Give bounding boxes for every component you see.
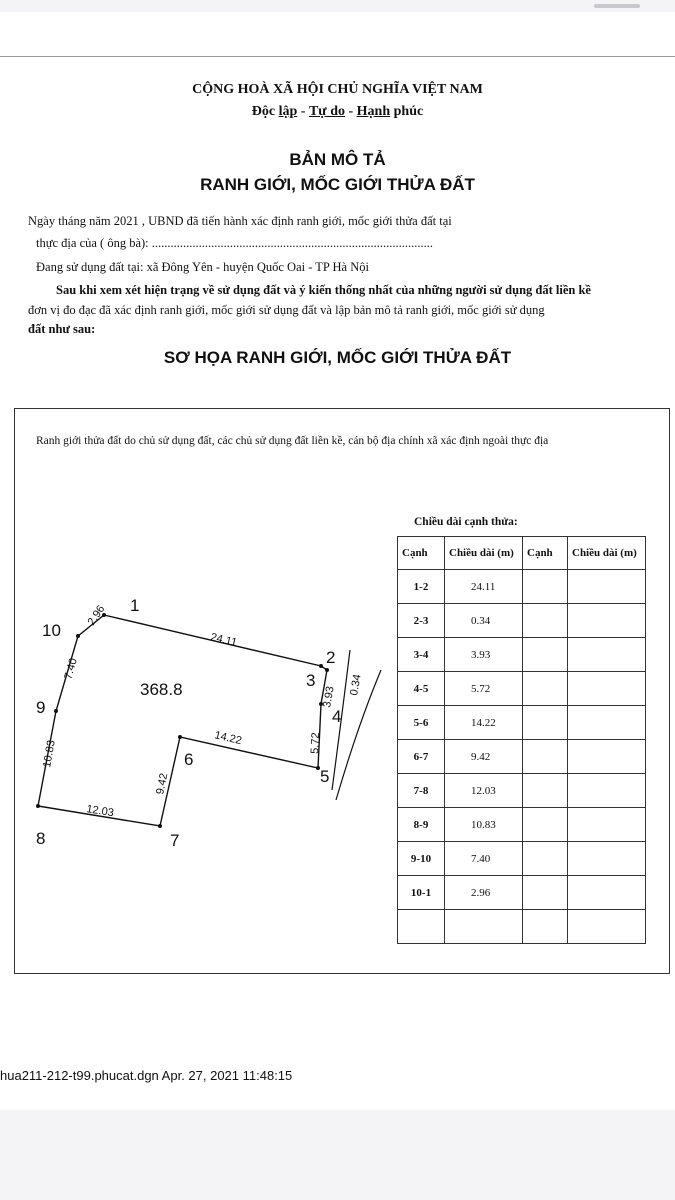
edge-id: 7-8 [398, 774, 445, 808]
point-label: 5 [320, 767, 330, 786]
edge-id: 5-6 [398, 706, 445, 740]
empty-cell [523, 638, 568, 672]
motto-part-underlined: Hạnh [356, 104, 391, 119]
table-row [398, 842, 646, 876]
empty-cell [523, 842, 568, 876]
edge-id: 9-10 [398, 842, 445, 876]
edge-length-value: 5.72 [445, 672, 523, 706]
edge-length-value: 9.42 [445, 740, 523, 774]
edge-id: 10-1 [398, 876, 445, 910]
national-title: CỘNG HOÀ XÃ HỘI CHỦ NGHĨA VIỆT NAM [192, 82, 483, 97]
vertex-marker [178, 735, 182, 739]
empty-cell [523, 740, 568, 774]
edge-length: 24.11 [209, 631, 239, 649]
empty-cell [568, 638, 646, 672]
empty-cell [568, 706, 646, 740]
table-row [398, 706, 646, 740]
edge-length: 2.96 [85, 603, 108, 628]
body-line-end: đất như sau: [28, 322, 96, 336]
empty-cell [568, 808, 646, 842]
sketch-title: SƠ HỌA RANH GIỚI, MỐC GIỚI THỬA ĐẤT [163, 348, 512, 367]
edge-length-value: 7.40 [445, 842, 523, 876]
vertex-marker [54, 709, 58, 713]
body-line-unit: đơn vị đo đạc đã xác định ranh giới, mốc giới sử dụng đất và lập bản mô tả ranh giới, mốc giới sử dụng [28, 303, 545, 317]
table-header-row [398, 537, 646, 570]
empty-cell [568, 604, 646, 638]
motto-part: - [345, 104, 357, 119]
vertex-marker [319, 664, 323, 668]
edge-id: 2-3 [398, 604, 445, 638]
body-line-date: Ngày tháng năm 2021 , UBND đã tiến hành xác định ranh giới, mốc giới thửa đất tại [28, 214, 452, 228]
point-label: 3 [306, 671, 316, 690]
edge-id: 8-9 [398, 808, 445, 842]
table-header: Chiều dài (m) [445, 537, 523, 570]
point-label: 6 [184, 750, 194, 769]
empty-cell [568, 774, 646, 808]
empty-cell [523, 570, 568, 604]
point-label: 1 [130, 596, 140, 615]
edge-length-value: 12.03 [445, 774, 523, 808]
file-stamp: hua211-212-t99.phucat.dgn Apr. 27, 2021 11:48:15 [0, 1068, 293, 1083]
edge-length-value: 3.93 [445, 638, 523, 672]
parcel-area: 368.8 [140, 680, 183, 699]
empty-cell [568, 842, 646, 876]
table-row [398, 808, 646, 842]
sketch-caption: Ranh giới thửa đất do chủ sử dụng đất, các chủ sử dụng đất liền kề, cán bộ địa chính xã xác định ngoài thực địa [36, 435, 549, 447]
empty-cell [568, 910, 646, 944]
point-label: 9 [36, 698, 46, 717]
empty-cell [398, 910, 445, 944]
point-label: 2 [326, 648, 336, 667]
table-row [398, 604, 646, 638]
edge-length: 12.03 [85, 803, 115, 820]
empty-cell [568, 740, 646, 774]
point-label: 4 [332, 707, 342, 726]
empty-cell [568, 876, 646, 910]
table-header: Chiều dài (m) [568, 537, 646, 570]
edge-length: 5.72 [309, 732, 323, 755]
doc-title-line1: BẢN MÔ TẢ [289, 150, 386, 169]
vertex-marker [158, 824, 162, 828]
point-label: 10 [42, 621, 61, 640]
edge-length: 10.83 [41, 739, 58, 769]
edge-table-caption: Chiều dài cạnh thửa: [414, 516, 518, 528]
empty-cell [568, 570, 646, 604]
motto-part-underlined: Tự do [308, 104, 345, 119]
table-row [398, 672, 646, 706]
edge-id: 4-5 [398, 672, 445, 706]
empty-cell [523, 808, 568, 842]
motto-part-underlined: lập [278, 104, 298, 119]
point-label: 7 [170, 831, 180, 850]
edge-length: 3.93 [321, 685, 337, 709]
edge-length-table [397, 536, 646, 944]
body-line-location: Đang sử dụng đất tại: xã Đông Yên - huyện Quốc Oai - TP Hà Nội [36, 260, 369, 274]
doc-title-line2: RANH GIỚI, MỐC GIỚI THỬA ĐẤT [200, 175, 475, 194]
edge-id: 1-2 [398, 570, 445, 604]
point-label: 8 [36, 829, 46, 848]
edge-id: 6-7 [398, 740, 445, 774]
vertex-marker [76, 634, 80, 638]
body-line-owner: thực địa của ( ông bà): .......................................................................................... [36, 236, 434, 250]
table-row [398, 910, 646, 944]
edge-id: 3-4 [398, 638, 445, 672]
motto-part: Độc [251, 104, 279, 119]
empty-cell [568, 672, 646, 706]
table-header: Cạnh [398, 537, 445, 570]
edge-length: 9.42 [154, 772, 171, 796]
edge-length-value: 24.11 [445, 570, 523, 604]
edge-length-value: 0.34 [445, 604, 523, 638]
table-row [398, 876, 646, 910]
motto-part: phúc [390, 104, 424, 119]
vertex-marker [36, 804, 40, 808]
table-row [398, 570, 646, 604]
edge-length: 0.34 [348, 673, 364, 697]
edge-length-value: 14.22 [445, 706, 523, 740]
empty-cell [523, 876, 568, 910]
table-row [398, 740, 646, 774]
empty-cell [523, 910, 568, 944]
motto-part: - [297, 104, 309, 119]
edge-length-value: 10.83 [445, 808, 523, 842]
edge-length: 7.40 [62, 656, 80, 681]
empty-cell [523, 706, 568, 740]
vertex-marker [325, 668, 329, 672]
edge-length-value: 2.96 [445, 876, 523, 910]
table-row [398, 638, 646, 672]
body-line-review: Sau khi xem xét hiện trạng về sử dụng đất và ý kiến thống nhất của những người sử dụng đất liền kề [56, 283, 591, 297]
table-row [398, 774, 646, 808]
table-header: Cạnh [523, 537, 568, 570]
empty-cell [445, 910, 523, 944]
edge-length: 14.22 [213, 729, 243, 748]
empty-cell [523, 774, 568, 808]
empty-cell [523, 604, 568, 638]
empty-cell [523, 672, 568, 706]
